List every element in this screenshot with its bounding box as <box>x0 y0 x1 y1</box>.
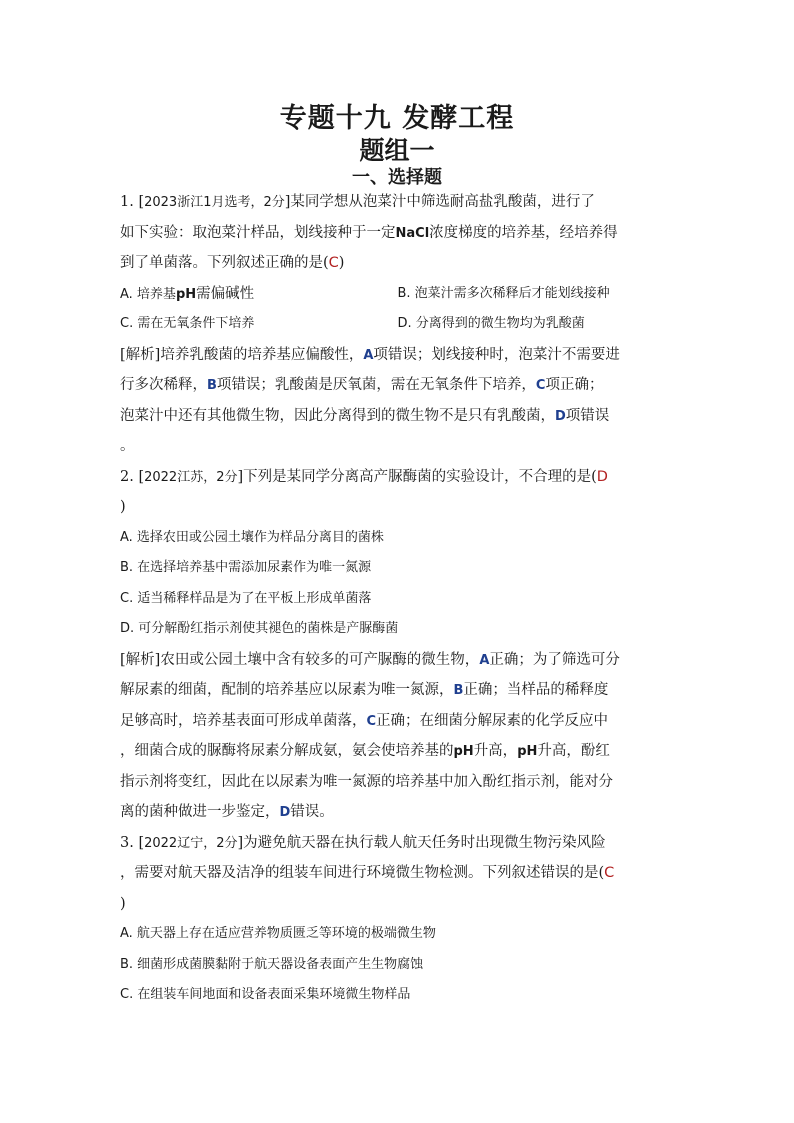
q2-explanation-line6 <box>120 797 675 828</box>
q3-close-paren: ) <box>120 895 126 912</box>
q1-explanation-line1 <box>120 340 675 371</box>
q1-close-paren: ) <box>338 255 345 271</box>
question-body <box>120 187 675 1011</box>
q1-stem-text: 如下实验：取泡菜汁样品，划线接种于一定 <box>120 224 396 241</box>
q2-explanation-line4 <box>120 736 675 767</box>
q1-stem-line1 <box>120 187 675 218</box>
exp-ph: pH <box>517 744 538 759</box>
q1-explanation-line4: 。 <box>120 438 135 454</box>
q2-option-a: A. 选择农田或公园土壤作为样品分离目的菌株 <box>120 529 384 545</box>
exp-option-ref: B <box>453 683 464 698</box>
exp-text: 正确；当样品的稀释度 <box>463 682 609 698</box>
q1-stem-text: ]某同学想从泡菜汁中筛选耐高盐乳酸菌，进行了 <box>284 194 595 210</box>
q2-source: 2022江苏，2分 <box>144 469 238 485</box>
exp-text: ，细菌合成的脲酶将尿素分解成氨，氨会使培养基的 <box>120 743 454 759</box>
exp-option-ref: C <box>366 713 377 729</box>
q2-close-paren: ) <box>120 499 126 515</box>
q3-answer: C <box>604 865 615 881</box>
q3-number: 3. [ <box>120 834 145 851</box>
exp-option-ref: A <box>479 652 490 668</box>
exp-text: 项正确； <box>545 377 604 393</box>
q2-option-b: B. 在选择培养基中需添加尿素作为唯一氮源 <box>120 560 372 575</box>
q3-stem-text: ]为避免航天器在执行载人航天任务时出现微生物污染风险 <box>237 834 606 851</box>
group-title: 题组一 <box>359 136 435 165</box>
q1-stem-line2 <box>120 218 675 249</box>
q2-explanation-line2 <box>120 675 675 706</box>
q1-option-a-text: A. 培养基 <box>120 286 176 302</box>
q1-answer: C <box>328 255 339 271</box>
exp-text: 升高，酚红 <box>537 743 610 759</box>
q2-option-c: C. 适当稀释样品是为了在平板上形成单菌落 <box>120 590 372 606</box>
q1-source: 2023浙江1月选考，2分 <box>144 195 285 210</box>
exp-text: 错误。 <box>290 804 334 820</box>
exp-text: 项错误；划线接种时，泡菜汁不需要进 <box>373 346 620 363</box>
exp-option-ref: B <box>207 378 217 393</box>
q2-explanation-line1 <box>120 645 675 676</box>
exp-text: 离的菌种做进一步鉴定， <box>120 804 280 820</box>
q2-stem-text: ]下列是某同学分离高产脲酶菌的实验设计，不合理的是( <box>237 468 597 485</box>
q2-answer: D <box>596 468 608 485</box>
exp-option-ref: D <box>279 805 291 820</box>
exp-text: 项错误；乳酸菌是厌氧菌，需在无氧条件下培养， <box>216 377 536 393</box>
q3-option-c: C. 在组装车间地面和设备表面采集环境微生物样品 <box>120 987 411 1002</box>
q2-stem-line1 <box>120 462 675 493</box>
q1-nacl: NaCl <box>395 225 430 241</box>
exp-text: 升高， <box>473 743 518 759</box>
exp-text: 项错误 <box>565 407 610 424</box>
q1-options-row2 <box>120 309 675 340</box>
exp-ph: pH <box>453 744 474 759</box>
q1-option-a-ph: pH <box>175 286 197 302</box>
q3-option-a: A. 航天器上存在适应营养物质匮乏等环境的极端微生物 <box>120 926 436 941</box>
q1-stem-text: 浓度梯度的培养基，经培养得 <box>429 224 618 241</box>
section-title: 一、选择题 <box>352 167 442 188</box>
q1-option-d: D. 分离得到的微生物均为乳酸菌 <box>397 316 585 331</box>
q3-option-b: B. 细菌形成菌膜黏附于航天器设备表面产生生物腐蚀 <box>120 956 424 972</box>
q1-explanation-line3 <box>120 401 675 432</box>
q1-option-c: C. 需在无氧条件下培养 <box>120 316 255 331</box>
q3-stem-text: ，需要对航天器及洁净的组装车间进行环境微生物检测。下列叙述错误的是( <box>120 865 605 881</box>
exp-text: 正确；在细菌分解尿素的化学反应中 <box>376 712 609 729</box>
q1-options-row1 <box>120 279 675 310</box>
q1-stem-text: 到了单菌落。下列叙述正确的是( <box>120 255 329 271</box>
q1-option-b: B. 泡菜汁需多次稀释后才能划线接种 <box>397 285 610 301</box>
exp-option-ref: D <box>555 408 566 424</box>
chapter-title: 专题十九 发酵工程 <box>279 103 515 134</box>
exp-text: [解析]培养乳酸菌的培养基应偏酸性， <box>120 346 364 363</box>
q2-explanation-line3 <box>120 706 675 737</box>
exp-text: [解析]农田或公园土壤中含有较多的可产脲酶的微生物， <box>120 651 480 668</box>
q1-option-a-rest: 需偏碱性 <box>196 285 255 302</box>
q2-option-d: D. 可分解酚红指示剂使其褪色的菌株是产脲酶菌 <box>120 621 399 636</box>
q2-number: 2. [ <box>120 468 145 485</box>
q1-stem-line3 <box>120 248 675 279</box>
exp-text: 正确；为了筛选可分 <box>489 651 620 668</box>
q1-option-a <box>120 279 398 310</box>
exp-text: 泡菜汁中还有其他微生物，因此分离得到的微生物不是只有乳酸菌， <box>120 407 555 424</box>
exp-text: 解尿素的细菌，配制的培养基应以尿素为唯一氮源， <box>120 682 454 698</box>
exp-option-ref: C <box>535 378 546 393</box>
exp-text: 行多次稀释， <box>120 377 207 393</box>
q1-explanation-line2 <box>120 370 675 401</box>
exp-text: 足够高时，培养基表面可形成单菌落， <box>120 712 367 729</box>
q3-stem-line1 <box>120 828 675 859</box>
q3-source: 2022辽宁，2分 <box>144 835 238 851</box>
q1-number: 1. [ <box>120 194 145 210</box>
q2-explanation-line5: 指示剂将变红，因此在以尿素为唯一氮源的培养基中加入酚红指示剂，能对分 <box>120 773 613 790</box>
q3-stem-line2 <box>120 858 675 889</box>
exp-option-ref: A <box>363 347 374 363</box>
